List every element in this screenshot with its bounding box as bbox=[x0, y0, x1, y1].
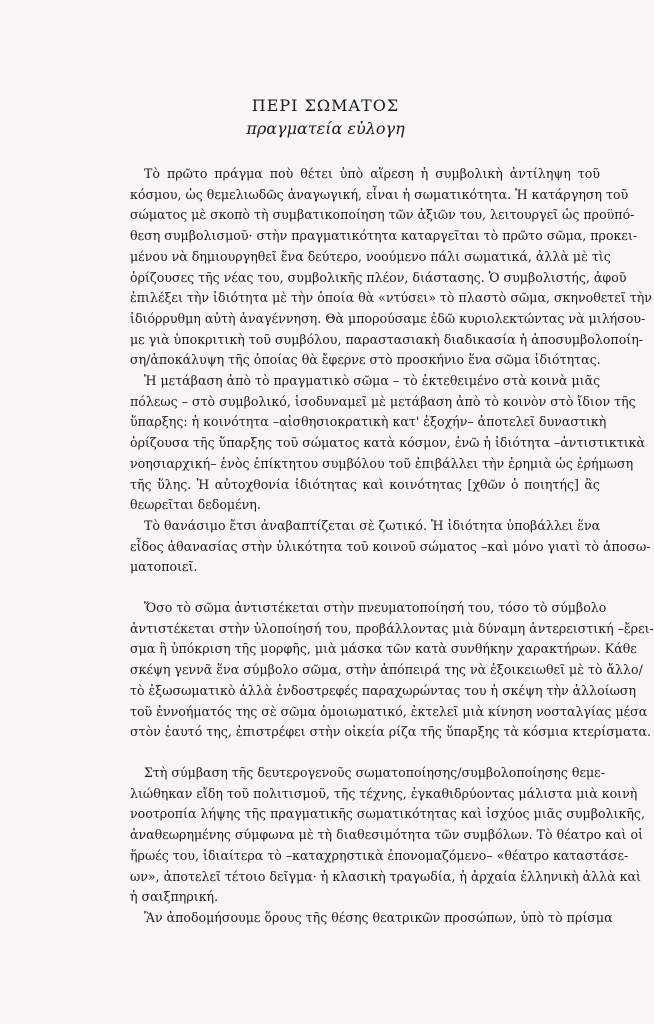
text-line: νοησιαρχική– ἑνὸς ἐπίκτητου συμβόλου τοῦ ἐπιβάλλει τὴν ἐρημιὰ ὡς ἐρήμωση bbox=[130, 455, 634, 471]
chapter-header bbox=[0, 96, 651, 140]
text-line: ἰδιόρρυθμη αὐτὴ ἀναγέννηση. Θὰ μπορούσαμε ἐδῶ κυριολεκτώντας νὰ μιλήσου- bbox=[130, 310, 646, 326]
text-line: ων», ἀποτελεῖ τέτοιο δεῖγμα· ἡ κλασικὴ τραγωδία, ἡ ἀρχαία ἑλληνικὴ ἀλλὰ καὶ bbox=[130, 868, 641, 884]
text-line: τοῦ ἐννοήματός της σὲ σῶμα ὁμοιωματικό, ἐκτελεῖ μιὰ κίνηση νοσταλγίας μέσα bbox=[130, 703, 648, 719]
text-line: Ἡ μετάβαση ἀπὸ τὸ πραγματικὸ σῶμα – τὸ ἐκτεθειμένο στὰ κοινὰ μιᾶς bbox=[144, 373, 601, 389]
section-gap bbox=[130, 743, 600, 763]
text-line: τὸ ἐξωσωματικὸ ἀλλὰ ἐνδοστρεφές παραχωρώντας του ἡ σκέψη τὴν ἀλλοίωση bbox=[130, 682, 637, 698]
text-line: ὁρίζουσες τῆς νέας του, συμβολικῆς πλέον, διάστασης. Ὁ συμβολιστής, ἀφοῦ bbox=[130, 269, 627, 285]
text-line: ματοποιεῖ. bbox=[130, 559, 198, 575]
text-line: ἡ σαιξπηρική. bbox=[130, 889, 219, 905]
text-line: εἶδος ἀθανασίας στὴν ὑλικότητα τοῦ κοινοῦ σώματος –καὶ μόνο γιατὶ τὸ ἀποσω- bbox=[130, 538, 651, 554]
body-text bbox=[130, 164, 654, 929]
text-line: σώματος μὲ σκοπὸ τὴ συμβατικοποίηση τῶν ἀξιῶν του, λειτουργεῖ ὡς προϋπό- bbox=[130, 207, 635, 223]
text-line: ση/ἀποκάλυψη τῆς ὁποίας θὰ ἔφερνε στὸ προσκήνιο ἕνα σῶμα ἰδιότητας. bbox=[130, 352, 601, 368]
text-line: Ἂν ἀποδομήσουμε ὅρους τῆς θέσης θεατρικῶν προσώπων, ὑπὸ τὸ πρίσμα bbox=[144, 909, 613, 925]
text-line: Τὸ θανάσιμο ἔτσι ἀναβαπτίζεται σὲ ζωτικό. Ἡ ἰδιότητα ὑποβάλλει ἕνα bbox=[144, 517, 601, 533]
text-line: στὸν ἑαυτό της, ἐπιστρέφει στὴν οἰκεία ρίζα τῆς ὕπαρξης τὰ κόσμια κτερίσματα. bbox=[130, 724, 651, 740]
text-line: ὁρίζουσα τῆς ὕπαρξης τοῦ σώματος κατὰ κόσμον, ἐνῶ ἡ ἰδιότητα –ἀντιστικτικὰ bbox=[130, 435, 646, 451]
text-line: ἀντιστέκεται στὴν ὑλοποίησή του, προβάλλοντας μιὰ δύναμη ἀντερειστική –ἔρει- bbox=[130, 620, 654, 636]
text-line: μένου νὰ δημιουργηθεῖ ἕνα δεύτερο, νοούμενο πάλι σωματικά, ἀλλὰ μὲ τὶς bbox=[130, 248, 611, 264]
text-line: ὕπαρξης: ἡ κοινότητα –αἰσθησιοκρατικὴ κατ' ἐξοχήν– ἀποτελεῖ δυναστικὴ bbox=[130, 414, 607, 430]
text-line: ἥρωές του, ἰδιαίτερα τὸ –καταχρηστικὰ ἐπονομαζόμενο– «θέατρο καταστάσε- bbox=[130, 847, 629, 863]
chapter-subtitle: πραγματεία εὐλογη bbox=[246, 119, 405, 138]
text-line: ἀναθεωρημένης σύμφωνα μὲ τὴ διαθεσιμότητα τῶν συμβόλων. Τὸ θέατρο καὶ οἱ bbox=[130, 827, 644, 843]
text-line: θεωρεῖται δεδομένη. bbox=[130, 497, 261, 513]
section-gap bbox=[130, 578, 600, 598]
text-line: λιώθηκαν εἴδη τοῦ πολιτισμοῦ, τῆς τέχνης, ἐγκαθιδρύοντας μάλιστα μιὰ κοινὴ bbox=[130, 785, 638, 801]
text-line: θεση συμβολισμοῦ· στὴν πραγματικότητα καταργεῖται τὸ πρῶτο σῶμα, προκει- bbox=[130, 228, 638, 244]
text-line: σκέψη γεννᾶ ἕνα σύμβολο σῶμα, στὴν ἀπόπειρά της νὰ ἐξοικειωθεῖ μὲ τὸ ἄλλο/ bbox=[130, 662, 643, 678]
text-line: με γιὰ ὑποκριτικὴ τοῦ συμβόλου, παραστασιακὴ διαδικασία ἡ ἀποσυμβολοποίη- bbox=[130, 331, 644, 347]
text-line: πόλεως – στὸ συμβολικό, ἰσοδυναμεῖ μὲ μετάβαση ἀπὸ τὸ κοινὸν στὸ ἴδιον τῆς bbox=[130, 393, 636, 409]
text-line: τῆς ὕλης. Ἡ αὐτοχθονία ἰδιότητας καὶ κοινότητας [χθῶν ὁ ποιητής] ἂς bbox=[130, 476, 600, 492]
chapter-title: ΠΕΡΙ ΣΩΜΑΤΟΣ bbox=[251, 96, 400, 115]
text-line: Στὴ σύμβαση τῆς δευτερογενοῦς σωματοποίησης/συμβολοποίησης θεμε- bbox=[144, 764, 605, 780]
text-line: Τὸ πρῶτο πράγμα ποὺ θέτει ὑπὸ αἵρεση ἡ συμβολικὴ ἀντίληψη τοῦ bbox=[144, 166, 600, 181]
text-line: ἐπιλέξει τὴν ἰδιότητα μὲ τὴν ὁποία θὰ «ντύσει» τὸ πλαστὸ σῶμα, σκηνοθετεῖ τὴν bbox=[130, 290, 652, 306]
text-line: νοοτροπία λήψης τῆς πραγματικῆς σωματικότητας καὶ ἰσχύος μιᾶς συμβολικῆς, bbox=[130, 806, 645, 822]
text-line: Ὅσο τὸ σῶμα ἀντιστέκεται στὴν πνευματοποίησή του, τόσο τὸ σύμβολο bbox=[144, 600, 607, 616]
text-line: κόσμου, ὡς θεμελιωδῶς ἀναγωγική, εἶναι ἡ σωματικότητα. Ἡ κατάργηση τοῦ bbox=[130, 186, 629, 202]
text-line: σμα ἢ ὑπόκριση τῆς μορφῆς, μιὰ μάσκα τῶν κατὰ συνθήκην χαρακτήρων. Κάθε bbox=[130, 641, 637, 657]
